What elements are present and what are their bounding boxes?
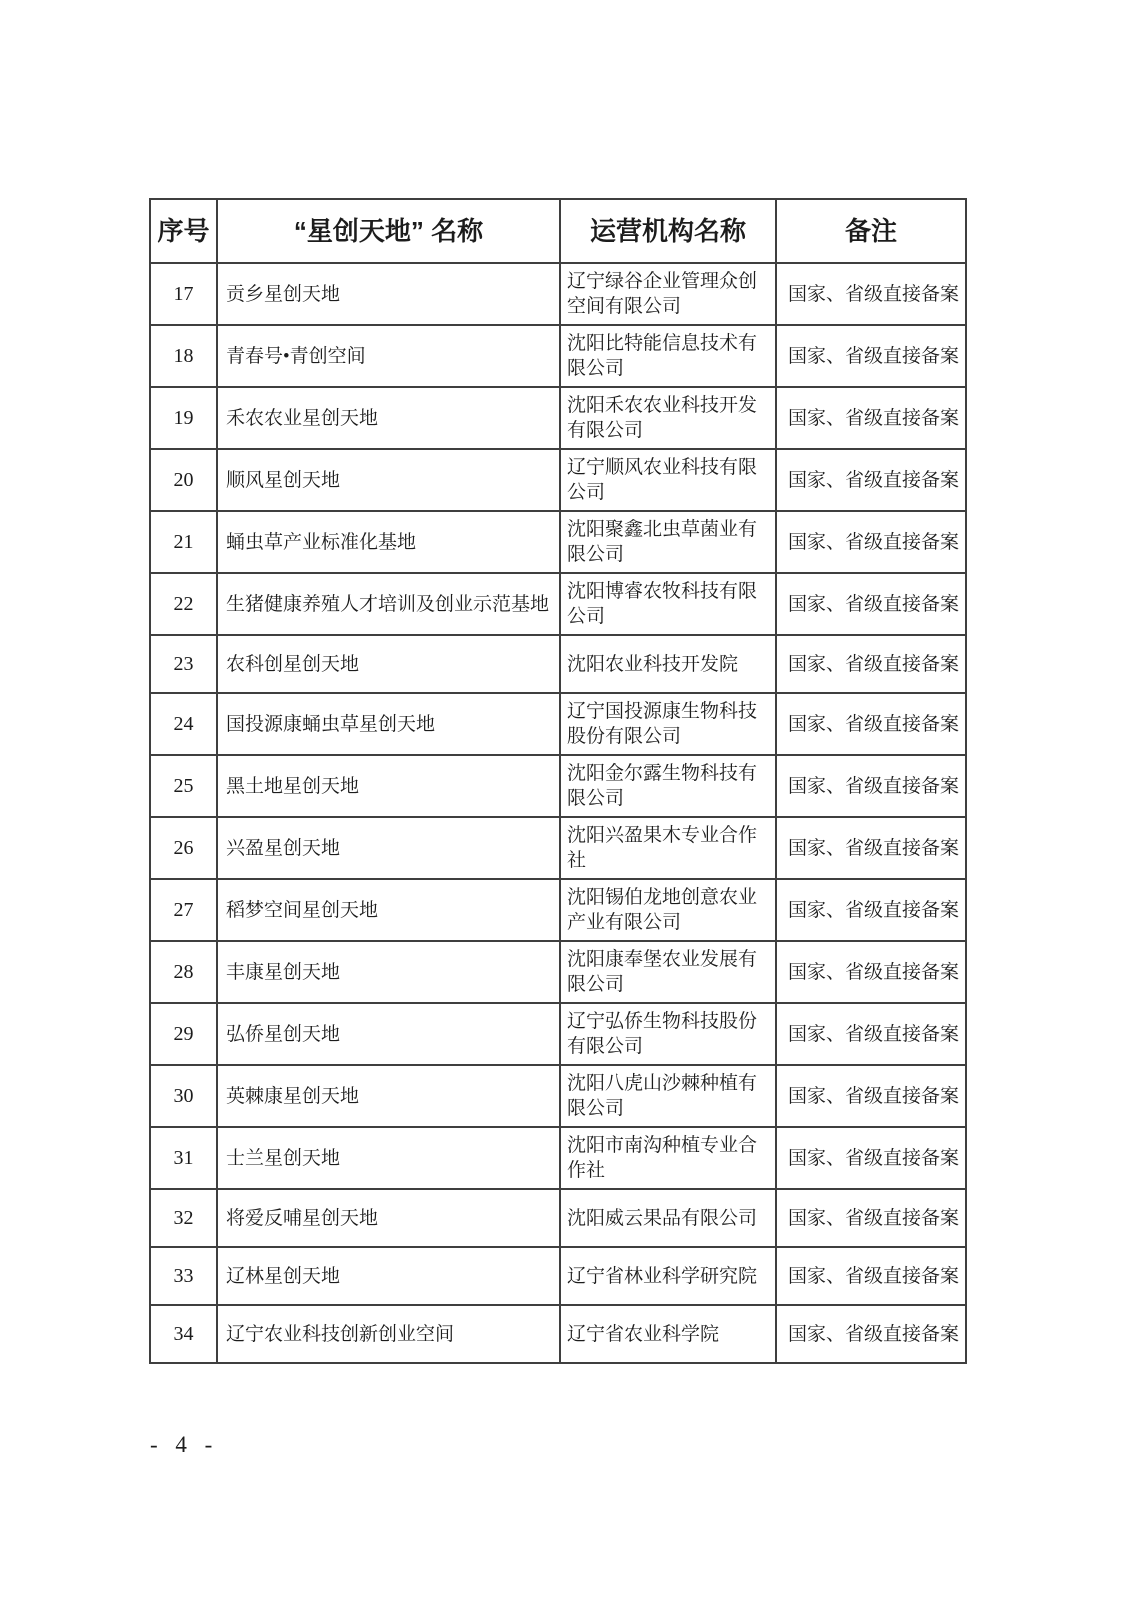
row-remark: 国家、省级直接备案 (776, 1127, 966, 1189)
row-remark: 国家、省级直接备案 (776, 755, 966, 817)
table-row (150, 263, 966, 325)
table-row (150, 755, 966, 817)
row-remark: 国家、省级直接备案 (776, 693, 966, 755)
row-operator: 辽宁顺风农业科技有限公司 (560, 449, 776, 511)
row-operator: 沈阳八虎山沙棘种植有限公司 (560, 1065, 776, 1127)
table-row (150, 635, 966, 693)
column-header-index: 序号 (150, 199, 217, 263)
row-index: 25 (150, 755, 217, 817)
table-row (150, 1189, 966, 1247)
row-remark: 国家、省级直接备案 (776, 325, 966, 387)
table-row (150, 1247, 966, 1305)
row-index: 28 (150, 941, 217, 1003)
row-remark: 国家、省级直接备案 (776, 263, 966, 325)
row-operator: 沈阳金尔露生物科技有限公司 (560, 755, 776, 817)
table-row (150, 573, 966, 635)
row-index: 24 (150, 693, 217, 755)
row-remark: 国家、省级直接备案 (776, 817, 966, 879)
table-row (150, 325, 966, 387)
row-name: 丰康星创天地 (217, 941, 560, 1003)
row-name: 英棘康星创天地 (217, 1065, 560, 1127)
table-row (150, 511, 966, 573)
row-name: 农科创星创天地 (217, 635, 560, 693)
table-row (150, 1305, 966, 1363)
row-operator: 沈阳禾农农业科技开发有限公司 (560, 387, 776, 449)
xingchuang-tiandi-table (149, 198, 967, 1364)
row-name: 士兰星创天地 (217, 1127, 560, 1189)
column-header-name: “星创天地” 名称 (217, 199, 560, 263)
row-index: 18 (150, 325, 217, 387)
table-row (150, 693, 966, 755)
row-operator: 沈阳市南沟种植专业合作社 (560, 1127, 776, 1189)
row-name: 蛹虫草产业标准化基地 (217, 511, 560, 573)
row-operator: 辽宁绿谷企业管理众创空间有限公司 (560, 263, 776, 325)
row-name: 弘侨星创天地 (217, 1003, 560, 1065)
table-row (150, 817, 966, 879)
row-remark: 国家、省级直接备案 (776, 1247, 966, 1305)
row-name: 生猪健康养殖人才培训及创业示范基地 (217, 573, 560, 635)
row-index: 17 (150, 263, 217, 325)
row-name: 禾农农业星创天地 (217, 387, 560, 449)
row-name: 顺风星创天地 (217, 449, 560, 511)
row-operator: 沈阳农业科技开发院 (560, 635, 776, 693)
row-index: 20 (150, 449, 217, 511)
row-index: 33 (150, 1247, 217, 1305)
row-index: 30 (150, 1065, 217, 1127)
table-row (150, 1065, 966, 1127)
row-index: 22 (150, 573, 217, 635)
row-operator: 沈阳聚鑫北虫草菌业有限公司 (560, 511, 776, 573)
row-remark: 国家、省级直接备案 (776, 941, 966, 1003)
table-row (150, 449, 966, 511)
table-row (150, 1127, 966, 1189)
row-index: 19 (150, 387, 217, 449)
row-name: 辽林星创天地 (217, 1247, 560, 1305)
row-name: 将爱反哺星创天地 (217, 1189, 560, 1247)
row-index: 34 (150, 1305, 217, 1363)
row-remark: 国家、省级直接备案 (776, 449, 966, 511)
row-index: 29 (150, 1003, 217, 1065)
row-remark: 国家、省级直接备案 (776, 635, 966, 693)
row-operator: 辽宁弘侨生物科技股份有限公司 (560, 1003, 776, 1065)
page-number: - 4 - (150, 1432, 219, 1457)
row-remark: 国家、省级直接备案 (776, 879, 966, 941)
row-name: 青春号•青创空间 (217, 325, 560, 387)
table-row (150, 387, 966, 449)
row-name: 黑土地星创天地 (217, 755, 560, 817)
row-operator: 沈阳威云果品有限公司 (560, 1189, 776, 1247)
row-operator: 辽宁国投源康生物科技股份有限公司 (560, 693, 776, 755)
row-name: 辽宁农业科技创新创业空间 (217, 1305, 560, 1363)
row-remark: 国家、省级直接备案 (776, 511, 966, 573)
row-remark: 国家、省级直接备案 (776, 1305, 966, 1363)
row-index: 23 (150, 635, 217, 693)
row-index: 31 (150, 1127, 217, 1189)
row-operator: 沈阳兴盈果木专业合作社 (560, 817, 776, 879)
row-remark: 国家、省级直接备案 (776, 573, 966, 635)
row-index: 32 (150, 1189, 217, 1247)
row-name: 兴盈星创天地 (217, 817, 560, 879)
row-remark: 国家、省级直接备案 (776, 1065, 966, 1127)
row-name: 贡乡星创天地 (217, 263, 560, 325)
row-remark: 国家、省级直接备案 (776, 1003, 966, 1065)
row-name: 国投源康蛹虫草星创天地 (217, 693, 560, 755)
table-row (150, 879, 966, 941)
row-remark: 国家、省级直接备案 (776, 1189, 966, 1247)
column-header-operator: 运营机构名称 (560, 199, 776, 263)
table-header-row (150, 199, 966, 263)
row-name: 稻梦空间星创天地 (217, 879, 560, 941)
row-operator: 辽宁省农业科学院 (560, 1305, 776, 1363)
row-operator: 沈阳锡伯龙地创意农业产业有限公司 (560, 879, 776, 941)
row-operator: 沈阳比特能信息技术有限公司 (560, 325, 776, 387)
table-row (150, 941, 966, 1003)
column-header-remark: 备注 (776, 199, 966, 263)
row-index: 27 (150, 879, 217, 941)
row-operator: 沈阳博睿农牧科技有限公司 (560, 573, 776, 635)
row-remark: 国家、省级直接备案 (776, 387, 966, 449)
row-operator: 辽宁省林业科学研究院 (560, 1247, 776, 1305)
table-row (150, 1003, 966, 1065)
row-index: 26 (150, 817, 217, 879)
row-index: 21 (150, 511, 217, 573)
row-operator: 沈阳康奉堡农业发展有限公司 (560, 941, 776, 1003)
